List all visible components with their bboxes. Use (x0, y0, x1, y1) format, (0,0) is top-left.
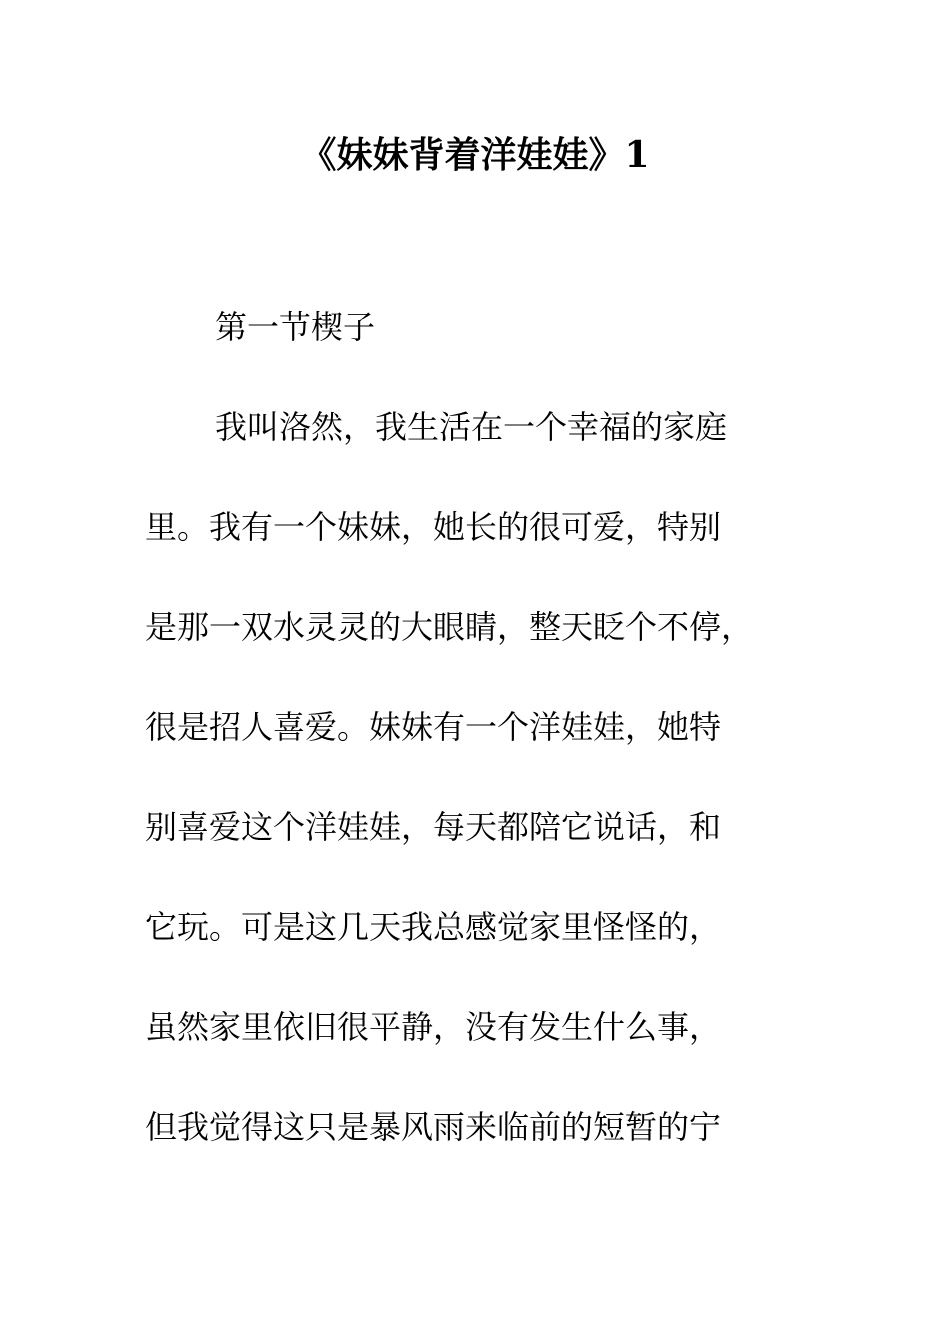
section-heading: 第一节楔子 (215, 308, 376, 346)
paragraph-line: 很是招人喜爱。妹妹有一个洋娃娃，她特 (145, 708, 722, 746)
paragraph-line: 虽然家里依旧很平静，没有发生什么事， (145, 1008, 722, 1046)
paragraph-line: 但我觉得这只是暴风雨来临前的短暂的宁 (145, 1108, 722, 1146)
paragraph-line: 里。我有一个妹妹，她长的很可爱，特别 (145, 508, 722, 546)
paragraph-line: 别喜爱这个洋娃娃，每天都陪它说话，和 (145, 808, 722, 846)
paragraph-line: 它玩。可是这几天我总感觉家里怪怪的， (145, 908, 722, 946)
document-title: 《妹妹背着洋娃娃》1 (300, 134, 650, 176)
paragraph-line: 我叫洛然，我生活在一个幸福的家庭 (215, 408, 728, 446)
paragraph-line: 是那一双水灵灵的大眼睛，整天眨个不停， (145, 608, 754, 646)
